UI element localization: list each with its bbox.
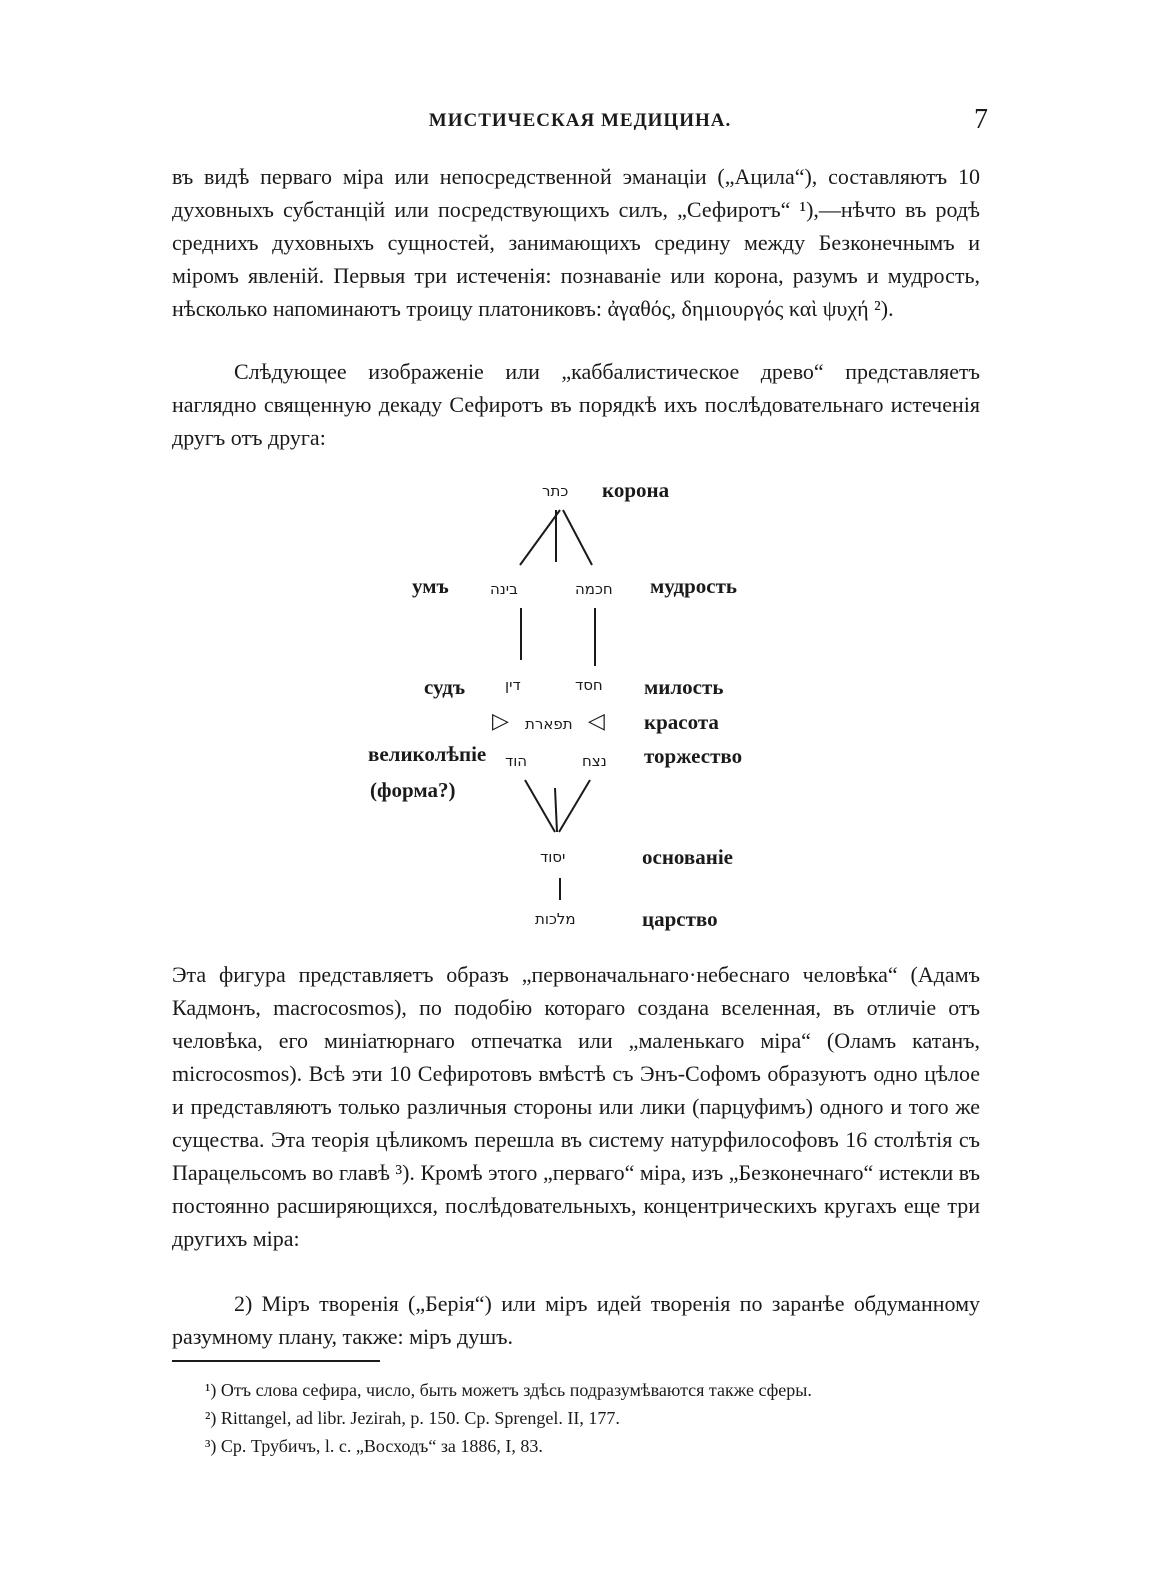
kabbalistic-tree-diagram — [360, 470, 780, 940]
hebrew-keter: כתר — [542, 482, 569, 500]
paragraph-3: Эта фигура представляетъ образъ „первоначальнаго·небеснаго человѣка“ (Адамъ Кадмонъ, macrocosmos), по подобію котораго создана вселенная, въ отличіе отъ человѣка, его миніатюрнаго отпечатка или „маленькаго міра“ (Оламъ катанъ, microcosmos). Всѣ эти 10 Сефиротовъ вмѣстѣ съ Энъ-Софомъ образуютъ одно цѣлое и представляютъ только различныя стороны или лики (парцуфимъ) одного и того же существа. Эта теорія цѣликомъ перешла въ систему натурфилософовъ 16 столѣтія съ Парацельсомъ во главѣ ³). Кромѣ этого „перваго“ міра, изъ „Безконечнаго“ истекли въ постоянно расширяющихся, послѣдовательныхъ, концентрическихъ кругахъ еще три другихъ міра: — [172, 962, 980, 1251]
hebrew-binah: בינה — [490, 580, 518, 598]
label-velikolepie: великолѣпіе — [368, 742, 487, 766]
footnote-3: ³) Ср. Трубичъ, l. c. „Восходъ“ за 1886, I, 83. — [205, 1436, 543, 1456]
header-title: МИСТИЧЕСКАЯ МЕДИЦИНА. — [428, 110, 732, 131]
line-keter-binah — [520, 510, 560, 565]
paragraph-2: Слѣдующее изображеніе или „каббалистическое древо“ представляетъ наглядно священную декаду Сефиротъ въ порядкѣ ихъ послѣдовательнаго истеченія другъ отъ друга: — [172, 359, 980, 450]
label-forma: (форма?) — [370, 778, 456, 802]
triangle-right-marker: ▷ — [492, 708, 509, 733]
hebrew-hod: הוד — [505, 752, 528, 770]
label-torzhestvo: торжество — [644, 744, 743, 768]
line-hod-yesod — [525, 780, 555, 832]
paragraph-4: 2) Міръ творенія („Берія“) или міръ идей творенія по заранѣе обдуманному разумному плану, также: міръ душъ. — [172, 1291, 980, 1349]
hebrew-netzach: נצח — [582, 752, 607, 770]
label-mudrost: мудрость — [650, 574, 738, 598]
hebrew-malkhut: מלכות — [535, 910, 576, 928]
line-center-yesod — [555, 788, 557, 832]
label-tsarstvo: царство — [642, 907, 718, 931]
hebrew-yesod: יסוד — [540, 848, 566, 866]
label-milost: милость — [644, 675, 724, 699]
hebrew-din: דין — [505, 676, 521, 694]
hebrew-chokhmah: חכמה — [575, 580, 613, 598]
label-sud: судъ — [424, 675, 466, 699]
footnote-divider — [172, 1360, 380, 1362]
footnote-1: ¹) Отъ слова сефира, число, быть можетъ здѣсь подразумѣваются также сферы. — [205, 1380, 812, 1400]
running-header — [172, 104, 988, 138]
footnote-2: ²) Rittangel, ad libr. Jezirah, p. 150. Cp. Sprengel. II, 177. — [205, 1408, 620, 1428]
hebrew-chesed: חסד — [575, 676, 603, 694]
line-keter-chokhmah — [563, 510, 592, 565]
label-um: умъ — [412, 574, 449, 598]
page-number: 7 — [974, 104, 988, 135]
label-osnovanie: основаніе — [642, 845, 733, 869]
paragraph-1: въ видѣ перваго міра или непосредственной эманаціи („Ацила“), составляютъ 10 духовныхъ субстанцій или посредствующихъ силъ, „Сефиротъ“ ¹),—нѣчто въ родѣ среднихъ духовныхъ сущностей, занимающихъ средину между Безконечнымъ и міромъ явленій. Первыя три истеченія: познаваніе или корона, разумъ и мудрость, нѣсколько напоминаютъ троицу платониковъ: ἀγαθός, δημιουργός καὶ ψυχή ²). — [172, 164, 980, 321]
hebrew-tiferet: תפארת — [525, 715, 573, 733]
line-netzach-yesod — [559, 780, 590, 832]
label-korona: корона — [602, 478, 670, 502]
triangle-left-marker: ◁ — [588, 708, 605, 733]
label-krasota: красота — [644, 710, 719, 734]
